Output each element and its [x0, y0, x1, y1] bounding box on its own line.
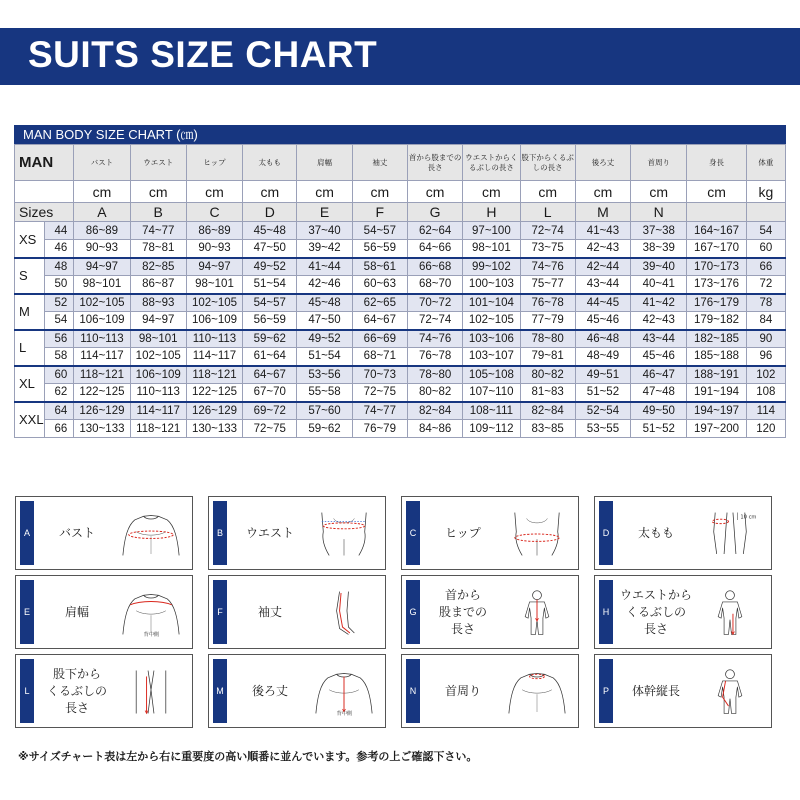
table-cell: 103~107 [463, 348, 520, 366]
table-cell: 45~48 [297, 294, 352, 312]
table-cell: 72~74 [407, 312, 462, 330]
table-cell: 114~117 [186, 348, 242, 366]
table-cell: 72~75 [243, 420, 297, 438]
letter-cell [746, 203, 785, 222]
guide-card-g [401, 575, 579, 649]
table-cell: 94~97 [186, 258, 242, 276]
unit-cell: cm [186, 181, 242, 203]
table-cell: 120 [746, 420, 785, 438]
unit-cell: cm [297, 181, 352, 203]
size-number: 62 [45, 384, 74, 402]
unit-cell: cm [463, 181, 520, 203]
table-cell: 77~79 [520, 312, 575, 330]
table-cell: 74~76 [407, 330, 462, 348]
letter-cell: D [243, 203, 297, 222]
table-cell: 176~179 [687, 294, 746, 312]
table-cell: 88~93 [130, 294, 186, 312]
table-cell: 41~43 [575, 222, 630, 240]
column-header: 体重 [746, 145, 785, 181]
table-cell: 90~93 [186, 240, 242, 258]
table-cell: 99~102 [463, 258, 520, 276]
table-cell: 84~86 [407, 420, 462, 438]
guide-letter: N [406, 659, 420, 723]
table-cell: 49~52 [243, 258, 297, 276]
table-cell: 74~77 [130, 222, 186, 240]
size-number: 46 [45, 240, 74, 258]
table-cell: 68~71 [352, 348, 407, 366]
size-number: 60 [45, 366, 74, 384]
neck-diagram-icon [500, 659, 574, 725]
table-cell: 86~89 [186, 222, 242, 240]
shoulder-diagram-icon [114, 580, 188, 646]
table-cell: 80~82 [520, 366, 575, 384]
guide-letter: A [20, 501, 34, 565]
guide-label: 体幹縦長 [631, 683, 680, 698]
guide-label: バスト [58, 525, 95, 540]
table-cell: 103~106 [463, 330, 520, 348]
table-cell: 170~173 [687, 258, 746, 276]
table-cell: 47~50 [297, 312, 352, 330]
guide-letter: D [599, 501, 613, 565]
table-cell: 114 [746, 402, 785, 420]
inseam-diagram-icon [114, 659, 188, 725]
table-row [15, 402, 786, 420]
unit-spacer [15, 181, 74, 203]
waist-diagram-icon [307, 501, 381, 567]
table-row [15, 222, 786, 240]
guide-label: ヒップ [445, 525, 481, 540]
table-cell: 40~41 [631, 276, 687, 294]
column-header: 首から股までの長さ [407, 145, 462, 181]
back-length-diagram-icon [307, 659, 381, 725]
table-cell: 82~85 [130, 258, 186, 276]
column-header: 太もも [243, 145, 297, 181]
table-cell: 54~57 [352, 222, 407, 240]
table-cell: 182~185 [687, 330, 746, 348]
size-number: 48 [45, 258, 74, 276]
table-cell: 94~97 [74, 258, 130, 276]
table-cell: 54 [746, 222, 785, 240]
table-cell: 102 [746, 366, 785, 384]
table-cell: 126~129 [186, 402, 242, 420]
table-cell: 126~129 [74, 402, 130, 420]
table-cell: 122~125 [186, 384, 242, 402]
table-cell: 191~194 [687, 384, 746, 402]
table-cell: 37~38 [631, 222, 687, 240]
table-cell: 84 [746, 312, 785, 330]
waist-to-ankle-diagram-icon [693, 580, 767, 646]
table-cell: 57~60 [297, 402, 352, 420]
table-cell: 78~80 [520, 330, 575, 348]
table-cell: 42~44 [575, 258, 630, 276]
table-cell: 110~113 [74, 330, 130, 348]
title-banner [0, 28, 800, 85]
table-cell: 62~65 [352, 294, 407, 312]
bust-diagram-icon [114, 501, 188, 567]
table-cell: 83~85 [520, 420, 575, 438]
letter-cell: M [575, 203, 630, 222]
diagram-note: 背中側 [143, 631, 160, 638]
table-cell: 66~69 [352, 330, 407, 348]
table-cell: 51~52 [575, 384, 630, 402]
table-cell: 70~72 [407, 294, 462, 312]
guide-card-n [401, 654, 579, 728]
table-row [15, 294, 786, 312]
table-cell: 64~67 [243, 366, 297, 384]
header-corner: MAN [15, 145, 74, 181]
letter-cell [687, 203, 746, 222]
table-cell: 66~68 [407, 258, 462, 276]
neck-to-crotch-diagram-icon [500, 580, 574, 646]
unit-cell: cm [352, 181, 407, 203]
letter-cell: H [463, 203, 520, 222]
table-cell: 74~76 [520, 258, 575, 276]
table-cell: 42~43 [575, 240, 630, 258]
table-cell: 78~81 [130, 240, 186, 258]
size-label: S [15, 258, 45, 294]
guide-label: 股下から くるぶしの 長さ [46, 666, 107, 715]
hip-diagram-icon [500, 501, 574, 567]
size-label: L [15, 330, 45, 366]
table-cell: 41~42 [631, 294, 687, 312]
guide-card-c [401, 496, 579, 570]
table-cell: 52~54 [575, 402, 630, 420]
table-cell: 102~105 [463, 312, 520, 330]
guide-letter: C [406, 501, 420, 565]
table-cell: 42~46 [297, 276, 352, 294]
table-cell: 46~48 [575, 330, 630, 348]
table-cell: 179~182 [687, 312, 746, 330]
guide-letter: E [20, 580, 34, 644]
table-cell: 44~45 [575, 294, 630, 312]
table-cell: 76~78 [407, 348, 462, 366]
table-cell: 106~109 [186, 312, 242, 330]
letter-cell: G [407, 203, 462, 222]
chart-title: MAN BODY SIZE CHART (㎝) [14, 125, 786, 144]
size-number: 54 [45, 312, 74, 330]
table-cell: 98~101 [130, 330, 186, 348]
table-row [15, 348, 786, 366]
table-cell: 47~48 [631, 384, 687, 402]
table-cell: 73~75 [520, 240, 575, 258]
column-header: 肩幅 [297, 145, 352, 181]
table-cell: 54~57 [243, 294, 297, 312]
table-cell: 101~104 [463, 294, 520, 312]
size-number: 50 [45, 276, 74, 294]
table-cell: 90 [746, 330, 785, 348]
table-cell: 105~108 [463, 366, 520, 384]
table-cell: 38~39 [631, 240, 687, 258]
table-cell: 78 [746, 294, 785, 312]
guide-label: 首から 股までの 長さ [438, 587, 487, 636]
table-cell: 74~77 [352, 402, 407, 420]
table-cell: 106~109 [130, 366, 186, 384]
guide-label: 後ろ丈 [251, 683, 288, 698]
table-cell: 42~43 [631, 312, 687, 330]
table-cell: 114~117 [74, 348, 130, 366]
unit-cell: cm [407, 181, 462, 203]
table-cell: 86~89 [74, 222, 130, 240]
table-cell: 51~54 [243, 276, 297, 294]
table-cell: 197~200 [687, 420, 746, 438]
table-cell: 110~113 [186, 330, 242, 348]
table-row [15, 312, 786, 330]
letter-cell: E [297, 203, 352, 222]
unit-cell: cm [575, 181, 630, 203]
guide-card-b [208, 496, 386, 570]
table-cell: 49~52 [297, 330, 352, 348]
unit-cell: kg [746, 181, 785, 203]
guide-card-d [594, 496, 772, 570]
thigh-diagram-icon [693, 501, 767, 567]
guide-letter: B [213, 501, 227, 565]
table-cell: 194~197 [687, 402, 746, 420]
guide-letter: H [599, 580, 613, 644]
table-cell: 114~117 [130, 402, 186, 420]
table-cell: 59~62 [297, 420, 352, 438]
guide-letter: F [213, 580, 227, 644]
table-cell: 110~113 [130, 384, 186, 402]
table-cell: 72 [746, 276, 785, 294]
table-cell: 56~59 [243, 312, 297, 330]
table-cell: 67~70 [243, 384, 297, 402]
column-header: 後ろ丈 [575, 145, 630, 181]
table-row [15, 366, 786, 384]
unit-cell: cm [631, 181, 687, 203]
column-header: 股下からくるぶしの長さ [520, 145, 575, 181]
table-cell: 108~111 [463, 402, 520, 420]
sleeve-diagram-icon [307, 580, 381, 646]
table-cell: 64~67 [352, 312, 407, 330]
letter-cell: A [74, 203, 130, 222]
size-number: 44 [45, 222, 74, 240]
letter-cell: L [520, 203, 575, 222]
table-cell: 49~50 [631, 402, 687, 420]
guide-label: 太もも [637, 525, 674, 540]
table-cell: 98~101 [74, 276, 130, 294]
table-cell: 66 [746, 258, 785, 276]
table-cell: 49~51 [575, 366, 630, 384]
size-number: 56 [45, 330, 74, 348]
table-cell: 53~55 [575, 420, 630, 438]
table-row [15, 420, 786, 438]
guide-label: ウエスト [245, 525, 294, 540]
table-cell: 64~66 [407, 240, 462, 258]
table-cell: 97~100 [463, 222, 520, 240]
table-cell: 61~64 [243, 348, 297, 366]
table-cell: 82~84 [407, 402, 462, 420]
table-cell: 56~59 [352, 240, 407, 258]
torso-length-diagram-icon [693, 659, 767, 725]
table-cell: 76~78 [520, 294, 575, 312]
size-number: 52 [45, 294, 74, 312]
guide-card-a [15, 496, 193, 570]
table-cell: 37~40 [297, 222, 352, 240]
table-cell: 51~54 [297, 348, 352, 366]
guide-card-h [594, 575, 772, 649]
table-cell: 102~105 [74, 294, 130, 312]
table-cell: 45~48 [243, 222, 297, 240]
size-label: M [15, 294, 45, 330]
table-cell: 81~83 [520, 384, 575, 402]
table-cell: 188~191 [687, 366, 746, 384]
table-cell: 173~176 [687, 276, 746, 294]
column-header: ヒップ [186, 145, 242, 181]
size-chart [14, 125, 786, 438]
table-cell: 39~42 [297, 240, 352, 258]
table-cell: 118~121 [186, 366, 242, 384]
guide-letter: L [20, 659, 34, 723]
diagram-note: 背中側 [336, 710, 353, 717]
table-cell: 106~109 [74, 312, 130, 330]
column-header: ウエストからくるぶしの長さ [463, 145, 520, 181]
table-row [15, 384, 786, 402]
table-cell: 94~97 [130, 312, 186, 330]
table-cell: 102~105 [186, 294, 242, 312]
size-label: XL [15, 366, 45, 402]
table-cell: 68~70 [407, 276, 462, 294]
table-cell: 86~87 [130, 276, 186, 294]
table-cell: 96 [746, 348, 785, 366]
guide-card-e [15, 575, 193, 649]
table-cell: 98~101 [463, 240, 520, 258]
table-cell: 45~46 [575, 312, 630, 330]
unit-cell: cm [687, 181, 746, 203]
table-cell: 118~121 [74, 366, 130, 384]
table-cell: 59~62 [243, 330, 297, 348]
size-number: 64 [45, 402, 74, 420]
guide-label: 袖丈 [257, 604, 282, 619]
table-cell: 47~50 [243, 240, 297, 258]
table-cell: 43~44 [631, 330, 687, 348]
table-cell: 79~81 [520, 348, 575, 366]
header-row [15, 145, 786, 181]
guide-letter: M [213, 659, 227, 723]
table-cell: 108 [746, 384, 785, 402]
unit-cell: cm [130, 181, 186, 203]
table-cell: 70~73 [352, 366, 407, 384]
guide-label: ウエストから くるぶしの 長さ [619, 587, 692, 636]
table-cell: 75~77 [520, 276, 575, 294]
size-number: 58 [45, 348, 74, 366]
table-cell: 109~112 [463, 420, 520, 438]
table-cell: 185~188 [687, 348, 746, 366]
size-table [14, 144, 786, 438]
column-header: 袖丈 [352, 145, 407, 181]
unit-cell: cm [520, 181, 575, 203]
table-row [15, 240, 786, 258]
table-cell: 130~133 [186, 420, 242, 438]
table-cell: 122~125 [74, 384, 130, 402]
table-cell: 55~58 [297, 384, 352, 402]
guide-letter: P [599, 659, 613, 723]
unit-cell: cm [243, 181, 297, 203]
letter-cell: C [186, 203, 242, 222]
letter-cell: N [631, 203, 687, 222]
table-row [15, 276, 786, 294]
table-row [15, 258, 786, 276]
column-header: バスト [74, 145, 130, 181]
column-header: 身長 [687, 145, 746, 181]
table-cell: 90~93 [74, 240, 130, 258]
footer-note: ※サイズチャート表は左から右に重要度の高い順番に並んでいます。参考の上ご確認下さい。 [18, 750, 478, 763]
size-number: 66 [45, 420, 74, 438]
table-cell: 118~121 [130, 420, 186, 438]
column-header: ウエスト [130, 145, 186, 181]
table-row [15, 330, 786, 348]
table-cell: 76~79 [352, 420, 407, 438]
table-cell: 69~72 [243, 402, 297, 420]
column-header: 首周り [631, 145, 687, 181]
table-cell: 102~105 [130, 348, 186, 366]
table-cell: 46~47 [631, 366, 687, 384]
table-cell: 60~63 [352, 276, 407, 294]
table-cell: 98~101 [186, 276, 242, 294]
table-cell: 164~167 [687, 222, 746, 240]
table-cell: 82~84 [520, 402, 575, 420]
guide-card-p [594, 654, 772, 728]
table-cell: 45~46 [631, 348, 687, 366]
table-cell: 41~44 [297, 258, 352, 276]
table-cell: 51~52 [631, 420, 687, 438]
table-cell: 72~75 [352, 384, 407, 402]
table-cell: 100~103 [463, 276, 520, 294]
letter-cell: B [130, 203, 186, 222]
table-cell: 58~61 [352, 258, 407, 276]
table-cell: 72~74 [520, 222, 575, 240]
letters-row [15, 203, 786, 222]
table-cell: 39~40 [631, 258, 687, 276]
table-cell: 80~82 [407, 384, 462, 402]
table-cell: 53~56 [297, 366, 352, 384]
table-cell: 167~170 [687, 240, 746, 258]
unit-cell: cm [74, 181, 130, 203]
table-cell: 60 [746, 240, 785, 258]
diagram-note: 10 cm [740, 514, 757, 521]
table-cell: 130~133 [74, 420, 130, 438]
letter-cell: F [352, 203, 407, 222]
guide-card-l [15, 654, 193, 728]
guide-label: 首周り [444, 683, 481, 698]
table-cell: 62~64 [407, 222, 462, 240]
guide-card-f [208, 575, 386, 649]
unit-row [15, 181, 786, 203]
size-label: XXL [15, 402, 45, 438]
guide-label: 肩幅 [64, 604, 89, 619]
table-cell: 43~44 [575, 276, 630, 294]
page-title: SUITS SIZE CHART [28, 34, 378, 75]
guide-letter: G [406, 580, 420, 644]
sizes-label: Sizes [15, 203, 74, 222]
table-cell: 48~49 [575, 348, 630, 366]
size-label: XS [15, 222, 45, 258]
table-cell: 107~110 [463, 384, 520, 402]
table-cell: 78~80 [407, 366, 462, 384]
guide-card-m [208, 654, 386, 728]
